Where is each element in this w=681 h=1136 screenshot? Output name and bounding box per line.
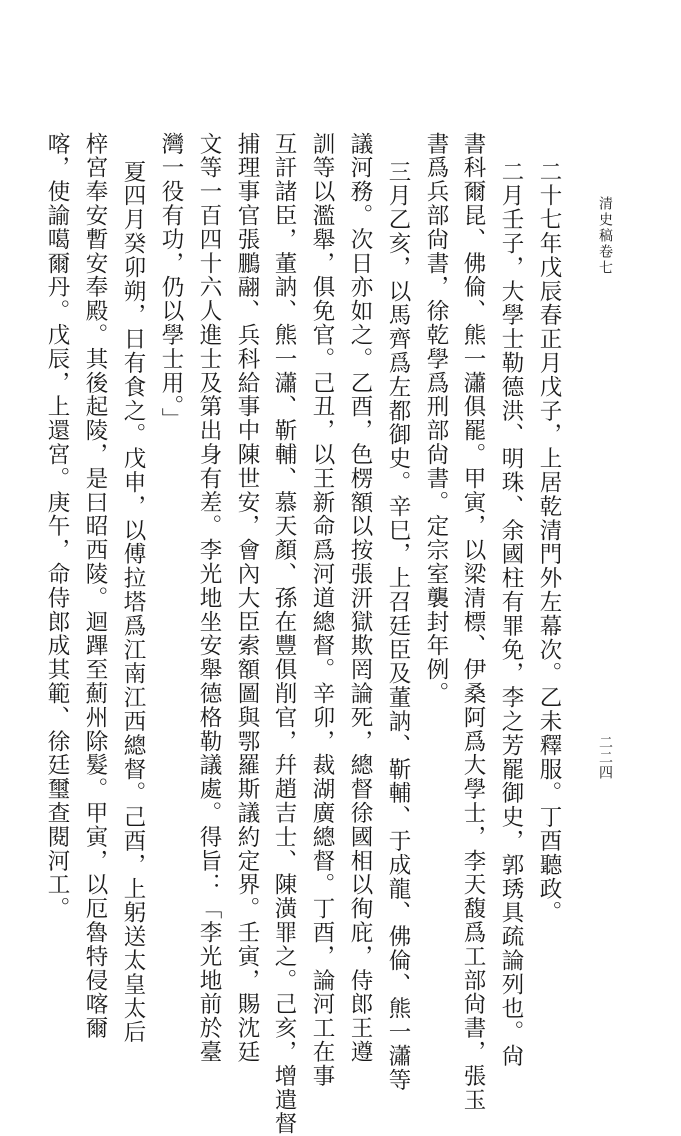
text-column: 捕理事官張鵬翮、兵科給事中陳世安，會內大臣索額圖與鄂羅斯議約定界。壬寅，賜沈廷 (234, 132, 260, 1065)
text-column: 書科爾昆、佛倫、熊一瀟俱罷。甲寅，以梁清標、伊桑阿爲大學士，李天馥爲工部尙書，張玉 (460, 132, 486, 1112)
text-column: 二十七年戊辰春正月戊子，上居乾清門外左幕次。乙未釋服。丁酉聽政。 (536, 160, 562, 925)
text-column: 訓等以濫舉，俱免官。己丑，以王新命爲河道總督。辛卯，裁湖廣總督。丁酉，論河工在事 (309, 132, 335, 1088)
text-column: 梓宮奉安暫安奉殿。其後起陵，是曰昭西陵。迴蹕至薊州除髮。甲寅，以厄魯特侵喀爾 (82, 132, 108, 1041)
text-column: 文等一百四十六人進士及第出身有差。李光地坐安舉德格勒議處。得旨：「李光地前於臺 (196, 132, 222, 1065)
text-column: 喀，使諭噶爾丹。戊辰，上還宮。庚午，命侍郎成其範、徐廷璽查閱河工。 (44, 132, 70, 921)
text-column: 灣一役有功，仍以學士用。」 (158, 132, 184, 432)
text-column: 夏四月癸卯朔，日有食之。戊申，以傅拉塔爲江南江西總督。己酉，上躬送太皇太后 (120, 160, 146, 1045)
text-column: 三月乙亥，以馬齊爲左都御史。辛巳，上召廷臣及董訥、靳輔、于成龍、佛倫、熊一瀟等 (385, 160, 411, 1093)
text-column: 書爲兵部尙書，徐乾學爲刑部尙書。定宗室襲封年例。 (423, 132, 449, 706)
page-number: 二二四 (597, 735, 613, 780)
book-title: 清史稿卷七 (597, 196, 613, 276)
text-column: 互訐諸臣，董訥、熊一瀟、靳輔、慕天顏、孫在豐俱削官，幷趙吉士、陳潢罪之。己亥，增遣督 (271, 132, 297, 1136)
text-column: 二月壬子，大學士勒德洪、明珠、余國柱有罪免，李之芳罷御史，郭琇具疏論列也。尙 (498, 160, 524, 1069)
text-column: 議河務。次日亦如之。乙酉，色楞額以按張汧獄欺罔論死，總督徐國相以徇庇，侍郎王遵 (347, 132, 373, 1065)
